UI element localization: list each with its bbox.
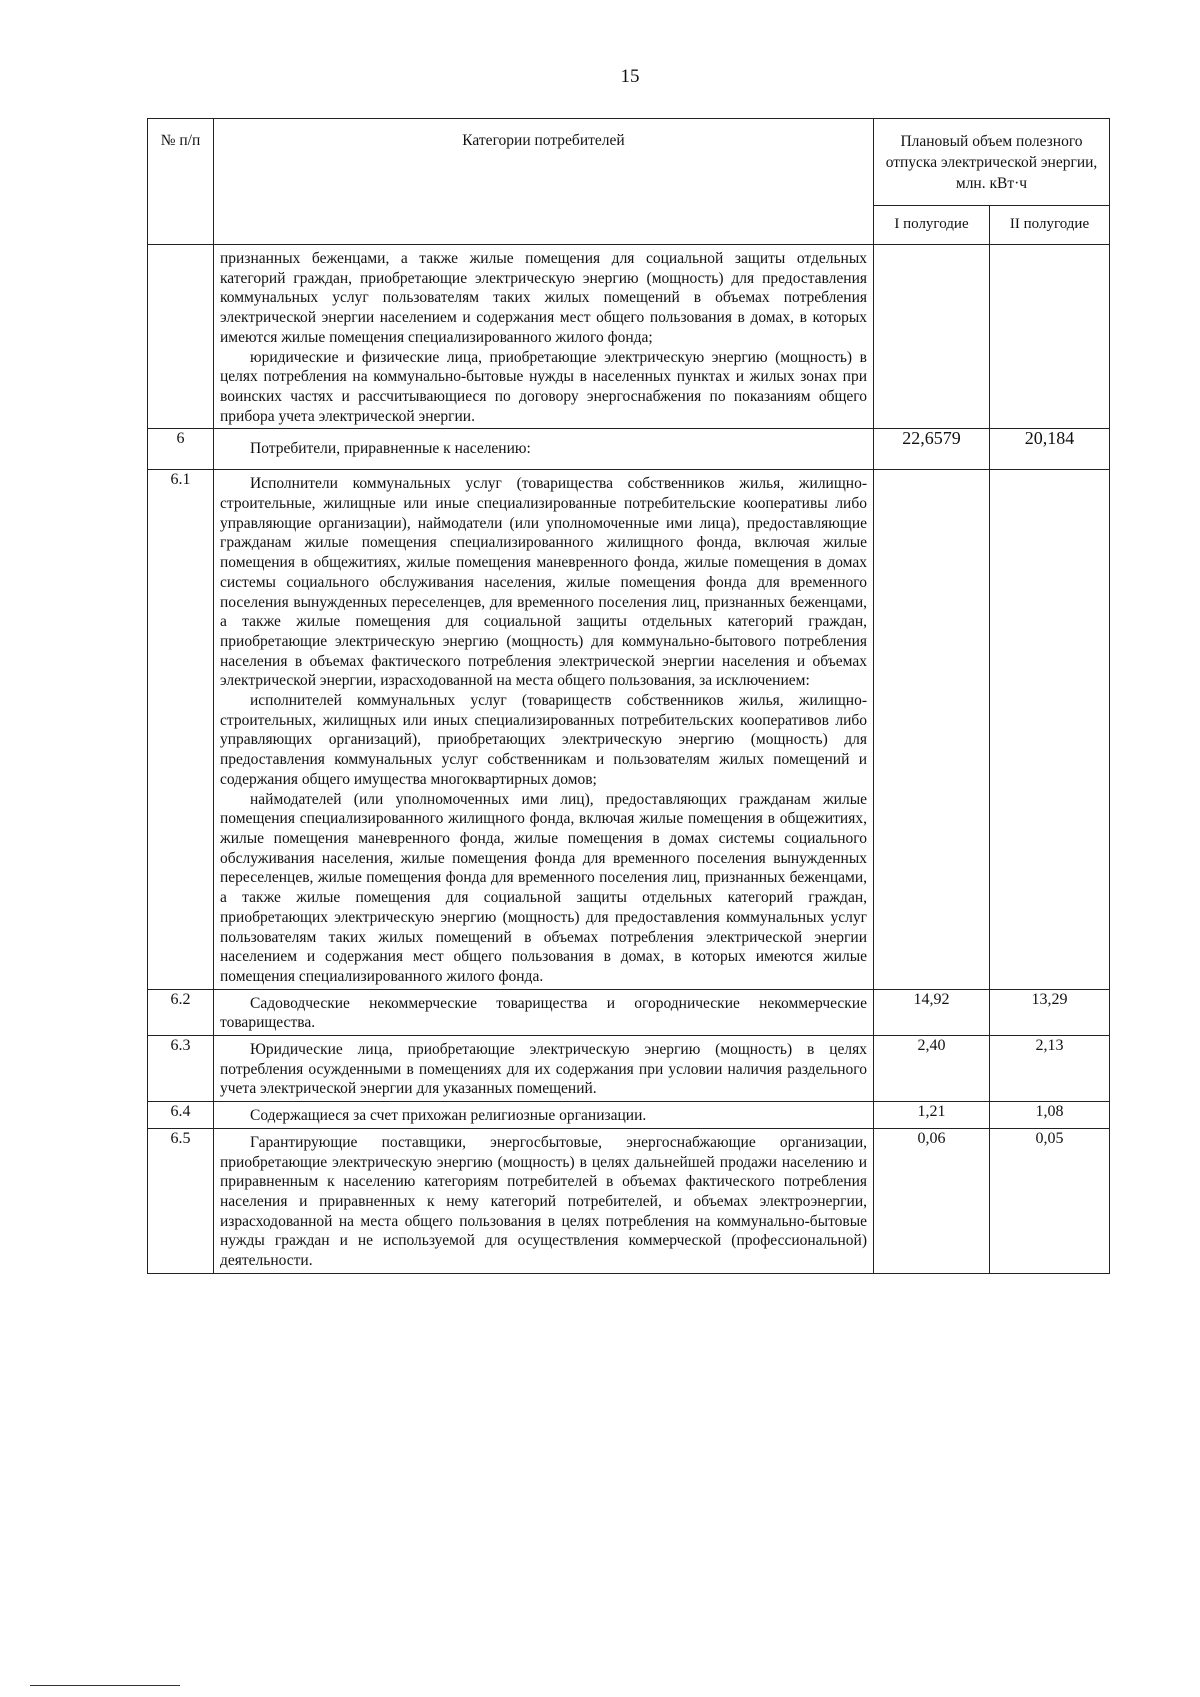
value-half2: 13,29 [990, 989, 1110, 1035]
category-paragraph: исполнителей коммунальных услуг (товариществ собственников жилья, жилищно-строительных, жилищных или иных специализированных потребительских кооперативов либо управляющих организаций), приобретающих электрическую энергию (мощность) для предоставления коммунальных услуг собственникам и пользователям жилых помещений и содержания общего имущества многоквартирных домов; [220, 692, 867, 788]
row-number: 6 [148, 429, 214, 470]
table-row [148, 989, 1110, 1035]
table-row [148, 429, 1110, 470]
category-paragraph: юридические и физические лица, приобретающие электрическую энергию (мощность) в целях потребления на коммунально-бытовые нужды в населенных пунктах и жилых зонах при воинских частях и рассчитывающиеся по договору энергоснабжения по показаниям общего прибора учета электрической энергии. [220, 348, 867, 425]
footer-rule [30, 1685, 180, 1686]
row-number: 6.5 [148, 1128, 214, 1273]
table-row [148, 1102, 1110, 1129]
header-col-volume: Плановый объем полезного отпуска электрической энергии, млн. кВт·ч [874, 119, 1110, 206]
value-half1 [874, 470, 990, 989]
value-half2: 20,184 [990, 429, 1110, 470]
value-half1: 22,6579 [874, 429, 990, 470]
value-half1: 14,92 [874, 989, 990, 1035]
row-number [148, 245, 214, 429]
value-half2: 1,08 [990, 1102, 1110, 1129]
row-number: 6.4 [148, 1102, 214, 1129]
table-row [148, 1128, 1110, 1273]
page-number: 15 [620, 66, 640, 87]
row-category [214, 1102, 874, 1129]
row-category [214, 245, 874, 429]
category-paragraph: Содержащиеся за счет прихожан религиозные организации. [250, 1107, 647, 1125]
category-paragraph: Садоводческие некоммерческие товарищества и огороднические некоммерческие товарищества. [220, 994, 867, 1032]
category-paragraph: Исполнители коммунальных услуг (товарищества собственников жилья, жилищно-строительные, жилищные или иные специализированные потребительские кооперативы либо управляющие организации), наймодатели (или уполномоченные ими лица), предоставляющие гражданам жилые помещения специализированного жилищного фонда, включая жилые помещения в общежитиях, жилые помещения маневренного фонда, жилые помещения в домах системы социального обслуживания населения, жилые помещения фонда для временного поселения вынужденных переселенцев, для временного поселения лиц, признанных беженцами, а также жилые помещения для социальной защиты отдельных категорий граждан, приобретающие электрическую энергию (мощность) для коммунально-бытового потребления населения в объемах фактического потребления электрической энергии населения и объемах электрической энергии, израсходованной на места общего пользования, за исключением: [220, 475, 867, 690]
table-row [148, 1036, 1110, 1102]
table-row [148, 470, 1110, 989]
row-category [214, 989, 874, 1035]
row-number: 6.1 [148, 470, 214, 989]
value-half1: 1,21 [874, 1102, 990, 1129]
value-half1 [874, 245, 990, 429]
header-col-half1: I полугодие [874, 206, 990, 245]
value-half2 [990, 245, 1110, 429]
row-number: 6.2 [148, 989, 214, 1035]
value-half2 [990, 470, 1110, 989]
row-category [214, 1036, 874, 1102]
category-paragraph: Юридические лица, приобретающие электрическую энергию (мощность) в целях потребления осужденными в помещениях для их содержания при условии наличия раздельного учета электрической энергии для указанных помещений. [220, 1041, 867, 1098]
table-body [148, 245, 1110, 1274]
value-half1: 0,06 [874, 1128, 990, 1273]
row-category [214, 1128, 874, 1273]
category-paragraph: Гарантирующие поставщики, энергосбытовые, энергоснабжающие организации, приобретающие электрическую энергию (мощность) в целях дальнейшей продажи населению и приравненным к населению категориям потребителей в объемах фактического потребления населения и приравненных к нему категорий потребителей, и объемах электроэнергии, израсходованной на места общего пользования в целях потребления на коммунально-бытовые нужды граждан и не используемой для осуществления коммерческой (профессиональной) деятельности. [220, 1133, 867, 1270]
header-col-half2: II полугодие [990, 206, 1110, 245]
category-paragraph: Потребители, приравненные к населению: [250, 440, 531, 458]
header-col-category: Категории потребителей [214, 119, 874, 245]
value-half1: 2,40 [874, 1036, 990, 1102]
row-number: 6.3 [148, 1036, 214, 1102]
value-half2: 0,05 [990, 1128, 1110, 1273]
category-paragraph: наймодателей (или уполномоченных ими лиц), предоставляющих гражданам жилые помещения специализированного жилищного фонда, включая жилые помещения в общежитиях, жилые помещения маневренного фонда, жилые помещения в домах системы социального обслуживания населения, жилые помещения фонда для временного поселения вынужденных переселенцев, жилые помещения фонда для временного поселения лиц, признанных беженцами, а также жилые помещения для социальной защиты отдельных категорий граждан, приобретающих электрическую энергию (мощность) для предоставления коммунальных услуг пользователям таких жилых помещений в объемах потребления электрической энергии населением и содержания мест общего пользования в домах, в которых имеются жилые помещения специализированного жилого фонда. [220, 790, 867, 985]
row-category [214, 429, 874, 470]
table-row [148, 245, 1110, 429]
header-col-num: № п/п [148, 119, 214, 245]
value-half2: 2,13 [990, 1036, 1110, 1102]
consumer-volume-table [147, 118, 1110, 1274]
category-paragraph: признанных беженцами, а также жилые помещения для социальной защиты отдельных категорий граждан, приобретающие электрическую энергию (мощность) для предоставления коммунальных услуг пользователям таких жилых помещений в объемах потребления электрической энергии населением и содержания мест общего пользования в домах, в которых имеются жилые помещения специализированного жилого фонда; [220, 250, 867, 346]
row-category [214, 470, 874, 989]
